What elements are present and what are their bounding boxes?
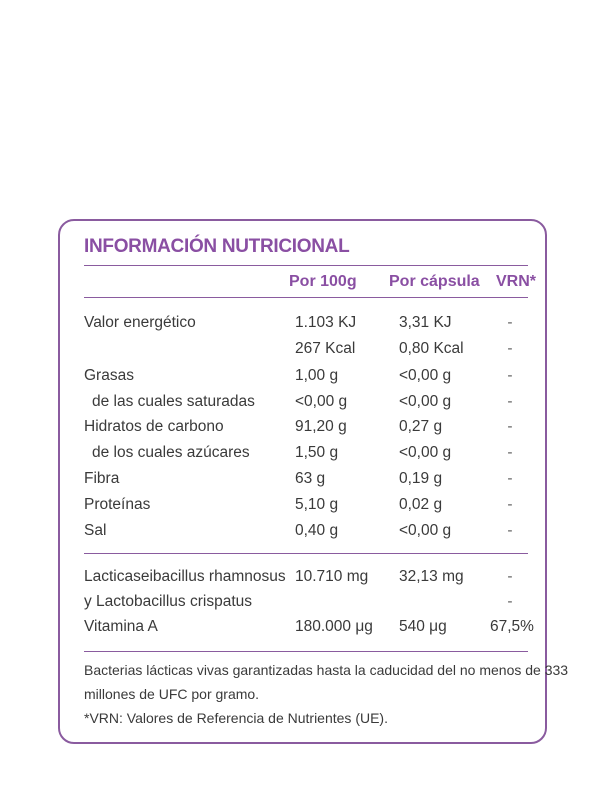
nutrient-name: Grasas: [84, 367, 134, 384]
value-vrn: -: [507, 444, 513, 461]
col-header-vrn: VRN*: [496, 273, 537, 290]
header-divider: [84, 297, 528, 298]
value-percapsule: 0,80 Kcal: [399, 340, 464, 357]
nutrient-name: de los cuales azúcares: [92, 444, 250, 461]
value-per100: 10.710 mg: [295, 568, 369, 585]
value-percapsule: 0,19 g: [399, 470, 443, 487]
value-per100: 63 g: [295, 470, 326, 487]
nutrient-name: Lacticaseibacillus rhamnosus: [84, 568, 286, 585]
value-percapsule: 0,27 g: [399, 418, 443, 435]
value-per100: 1.103 KJ: [295, 314, 357, 331]
table-title: INFORMACIÓN NUTRICIONAL: [84, 236, 350, 257]
nutrient-name: de las cuales saturadas: [92, 393, 255, 410]
value-vrn: -: [507, 593, 513, 610]
col-header-percapsule: Por cápsula: [389, 273, 480, 290]
value-percapsule: <0,00 g: [399, 522, 452, 539]
title-divider: [84, 265, 528, 266]
section-divider: [84, 651, 528, 652]
value-percapsule: 540 μg: [399, 618, 447, 635]
value-per100: 91,20 g: [295, 418, 347, 435]
nutrient-name: Sal: [84, 522, 107, 539]
col-header-per100: Por 100g: [289, 273, 357, 290]
nutrient-name: Fibra: [84, 470, 120, 487]
table-row: [0, 336, 600, 361]
value-vrn: -: [507, 496, 513, 513]
value-per100: 0,40 g: [295, 522, 339, 539]
value-per100: <0,00 g: [295, 393, 348, 410]
footnote-bacteria-cont: millones de UFC por gramo.: [84, 686, 260, 702]
table-row: [0, 310, 600, 335]
value-per100: 180.000 μg: [295, 618, 373, 635]
table-row: [0, 614, 600, 639]
footnote-vrn: *VRN: Valores de Referencia de Nutrientes (UE).: [84, 710, 388, 726]
nutrient-name: Valor energético: [84, 314, 196, 331]
nutrient-name: Vitamina A: [84, 618, 158, 635]
value-percapsule: <0,00 g: [399, 444, 452, 461]
value-per100: 1,00 g: [295, 367, 339, 384]
value-vrn: -: [507, 393, 513, 410]
value-vrn: -: [507, 418, 513, 435]
section-divider: [84, 553, 528, 554]
table-row: [0, 589, 600, 614]
value-vrn: -: [507, 470, 513, 487]
value-vrn: -: [507, 340, 513, 357]
value-percapsule: <0,00 g: [399, 393, 452, 410]
table-row: [0, 363, 600, 388]
table-row: [0, 466, 600, 491]
footnote-bacteria: Bacterias lácticas vivas garantizadas hasta la caducidad del no menos de 333: [84, 662, 569, 678]
nutrient-name: Hidratos de carbono: [84, 418, 224, 435]
nutrient-name: y Lactobacillus crispatus: [84, 593, 252, 610]
table-row: [0, 389, 600, 414]
value-percapsule: <0,00 g: [399, 367, 452, 384]
value-per100: 267 Kcal: [295, 340, 356, 357]
value-vrn: 67,5%: [490, 618, 534, 635]
value-vrn: -: [507, 568, 513, 585]
table-row: [0, 492, 600, 517]
table-row: [0, 518, 600, 543]
value-vrn: -: [507, 522, 513, 539]
value-percapsule: 3,31 KJ: [399, 314, 452, 331]
table-row: [0, 414, 600, 439]
nutrient-name: Proteínas: [84, 496, 151, 513]
value-vrn: -: [507, 367, 513, 384]
value-per100: 5,10 g: [295, 496, 339, 513]
value-vrn: -: [507, 314, 513, 331]
value-percapsule: 32,13 mg: [399, 568, 464, 585]
value-percapsule: 0,02 g: [399, 496, 443, 513]
value-per100: 1,50 g: [295, 444, 339, 461]
table-row: [0, 440, 600, 465]
table-row: [0, 564, 600, 589]
